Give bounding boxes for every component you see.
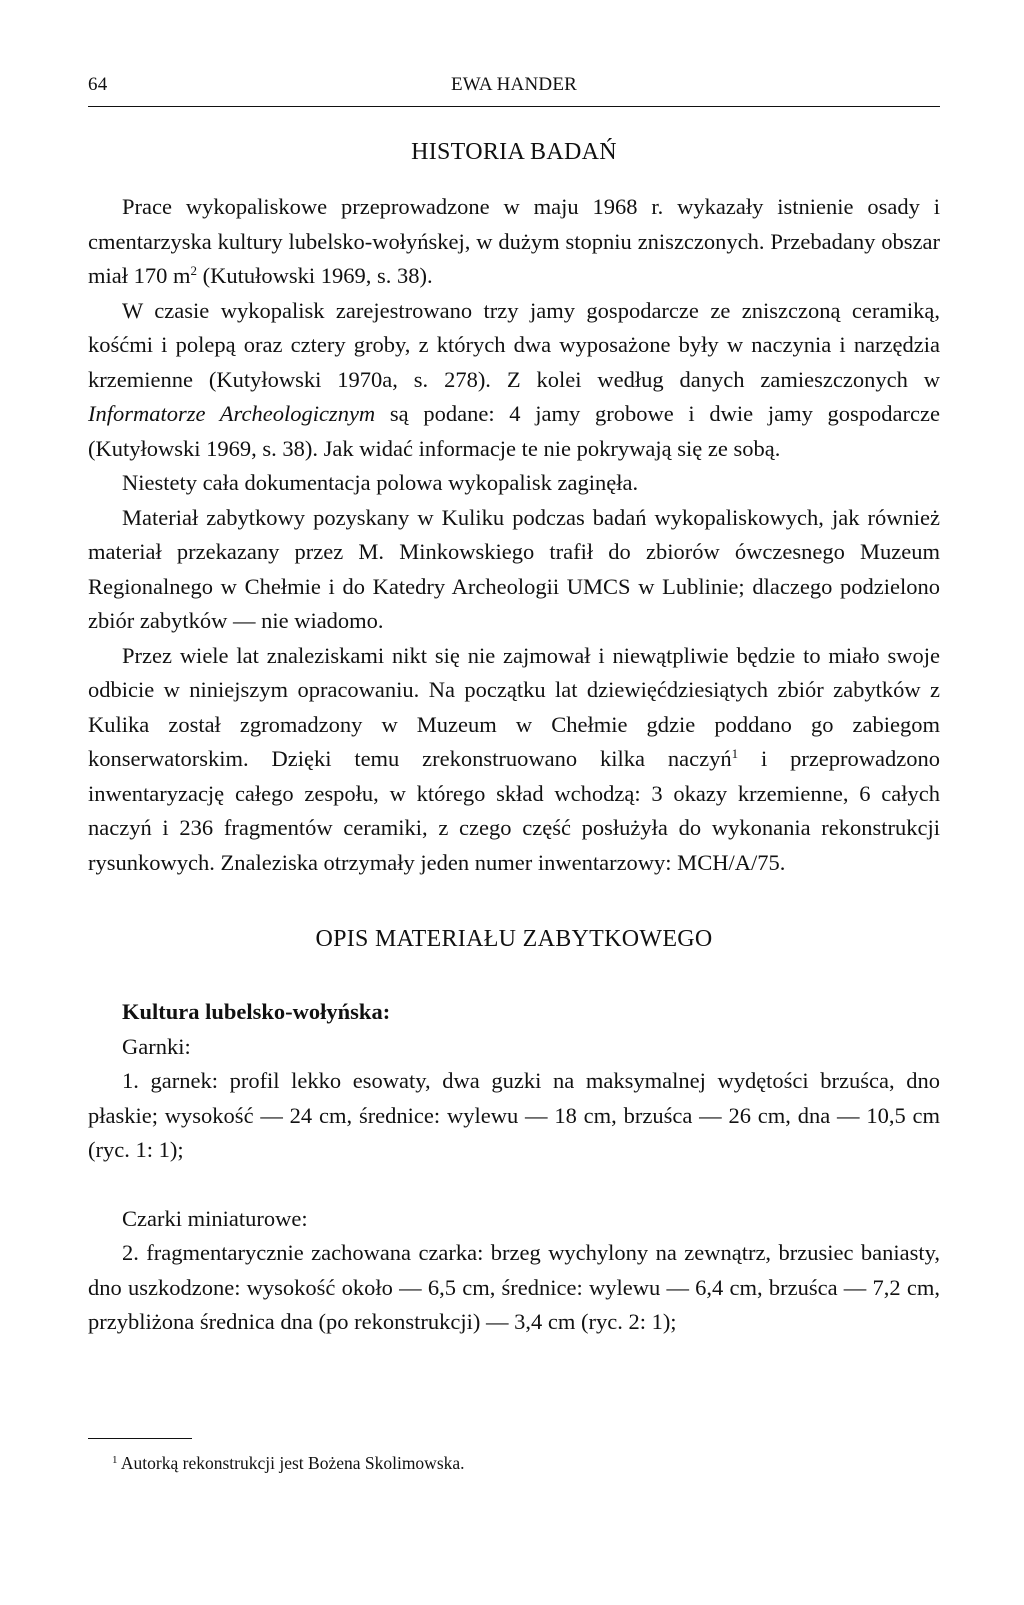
- paragraph-2: W czasie wykopalisk zarejestrowano trzy jamy gospodarcze ze zniszczoną ceramiką, kośćmi i polepą oraz cztery groby, z których dwa wyposażone były w naczynia i narzędzia krzemienne (Kutyłowski 1970a, s. 278). Z kolei według danych zamieszczonych w Informatorze Archeologicznym są podane: 4 jamy grobowe i dwie jamy gospodarcze (Kutyłowski 1969, s. 38). Jak widać informacje te nie pokrywają się ze sobą.: [88, 297, 940, 461]
- footnote-rule: [88, 1438, 192, 1439]
- item-2: 2. fragmentarycznie zachowana czarka: brzeg wychylony na zewnątrz, brzusiec baniasty, dno uszkodzone: wysokość około — 6,5 cm, średnice: wylewu — 6,4 cm, brzuśca — 7,2 cm, przybliżona średnica dna (po rekonstrukcji) — 3,4 cm (ryc. 2: 1);: [88, 1240, 940, 1334]
- subhead-garnki: Garnki:: [122, 1033, 191, 1059]
- paragraph-3: Niestety cała dokumentacja polowa wykopalisk zaginęła.: [122, 470, 639, 495]
- header-rule: [88, 106, 940, 107]
- culture-heading: Kultura lubelsko-wołyńska:: [122, 999, 391, 1024]
- footnote-text: Autorką rekonstrukcji jest Bożena Skolimowska.: [117, 1453, 465, 1473]
- item-1: 1. garnek: profil lekko esowaty, dwa guzki na maksymalnej wydętości brzuśca, dno płaskie; wysokość — 24 cm, średnice: wylewu — 18 cm, brzuśca — 26 cm, dna — 10,5 cm (ryc. 1: 1);: [88, 1068, 940, 1162]
- section-title-historia: HISTORIA BADAŃ: [411, 139, 617, 165]
- footnote-mark: 1: [112, 1454, 118, 1466]
- italic-title: Informatorze Archeologicznym: [88, 401, 376, 426]
- spacer: [88, 1168, 940, 1202]
- section-title-opis: OPIS MATERIAŁU ZABYTKOWEGO: [315, 926, 713, 952]
- paragraph-4: Materiał zabytkowy pozyskany w Kuliku podczas badań wykopaliskowych, jak również materiał przekazany przez M. Minkowskiego trafił do zbiorów ówczesnego Muzeum Regionalnego w Chełmie i do Katedry Archeologii UMCS w Lublinie; dlaczego podzielono zbiór zabytków — nie wiadomo.: [88, 504, 940, 633]
- running-head-author: EWA HANDER: [450, 74, 578, 95]
- superscript: 2: [190, 263, 197, 278]
- paragraph-5: Przez wiele lat znaleziskami nikt się nie zajmował i niewątpliwie będzie to miało swoje odbicie w niniejszym opracowaniu. Na początku lat dziewięćdziesiątych zbiór zabytków z Kulika został zgromadzony w Muzeum w Chełmie gdzie poddano go zabiegom konserwatorskim. Dzięki temu zrekonstruowano kilka naczyń$^1$ i przeprowadzono inwentaryzację całego zespołu, w którego skład wchodzą: 3 okazy krzemienne, 6 całych naczyń i 236 fragmentów ceramiki, z czego część posłużyła do wykonania rekonstrukcji rysunkowych. Znaleziska otrzymały jeden numer inwentarzowy: MCH/A/75.: [88, 642, 941, 875]
- subhead-czarki: Czarki miniaturowe:: [122, 1205, 308, 1231]
- page-number: 64: [88, 74, 108, 95]
- footnote-ref: 1: [731, 746, 739, 761]
- running-head: [88, 72, 940, 100]
- footnote: [112, 1452, 465, 1474]
- paragraph-1: Prace wykopaliskowe przeprowadzone w maju 1968 r. wykazały istnienie osady i cmentarzyska kultury lubelsko-wołyńskej, w dużym stopniu zniszczonych. Przebadany obszar miał 170 $m^2$ (Kutułowski 1969, s. 38).: [88, 194, 940, 288]
